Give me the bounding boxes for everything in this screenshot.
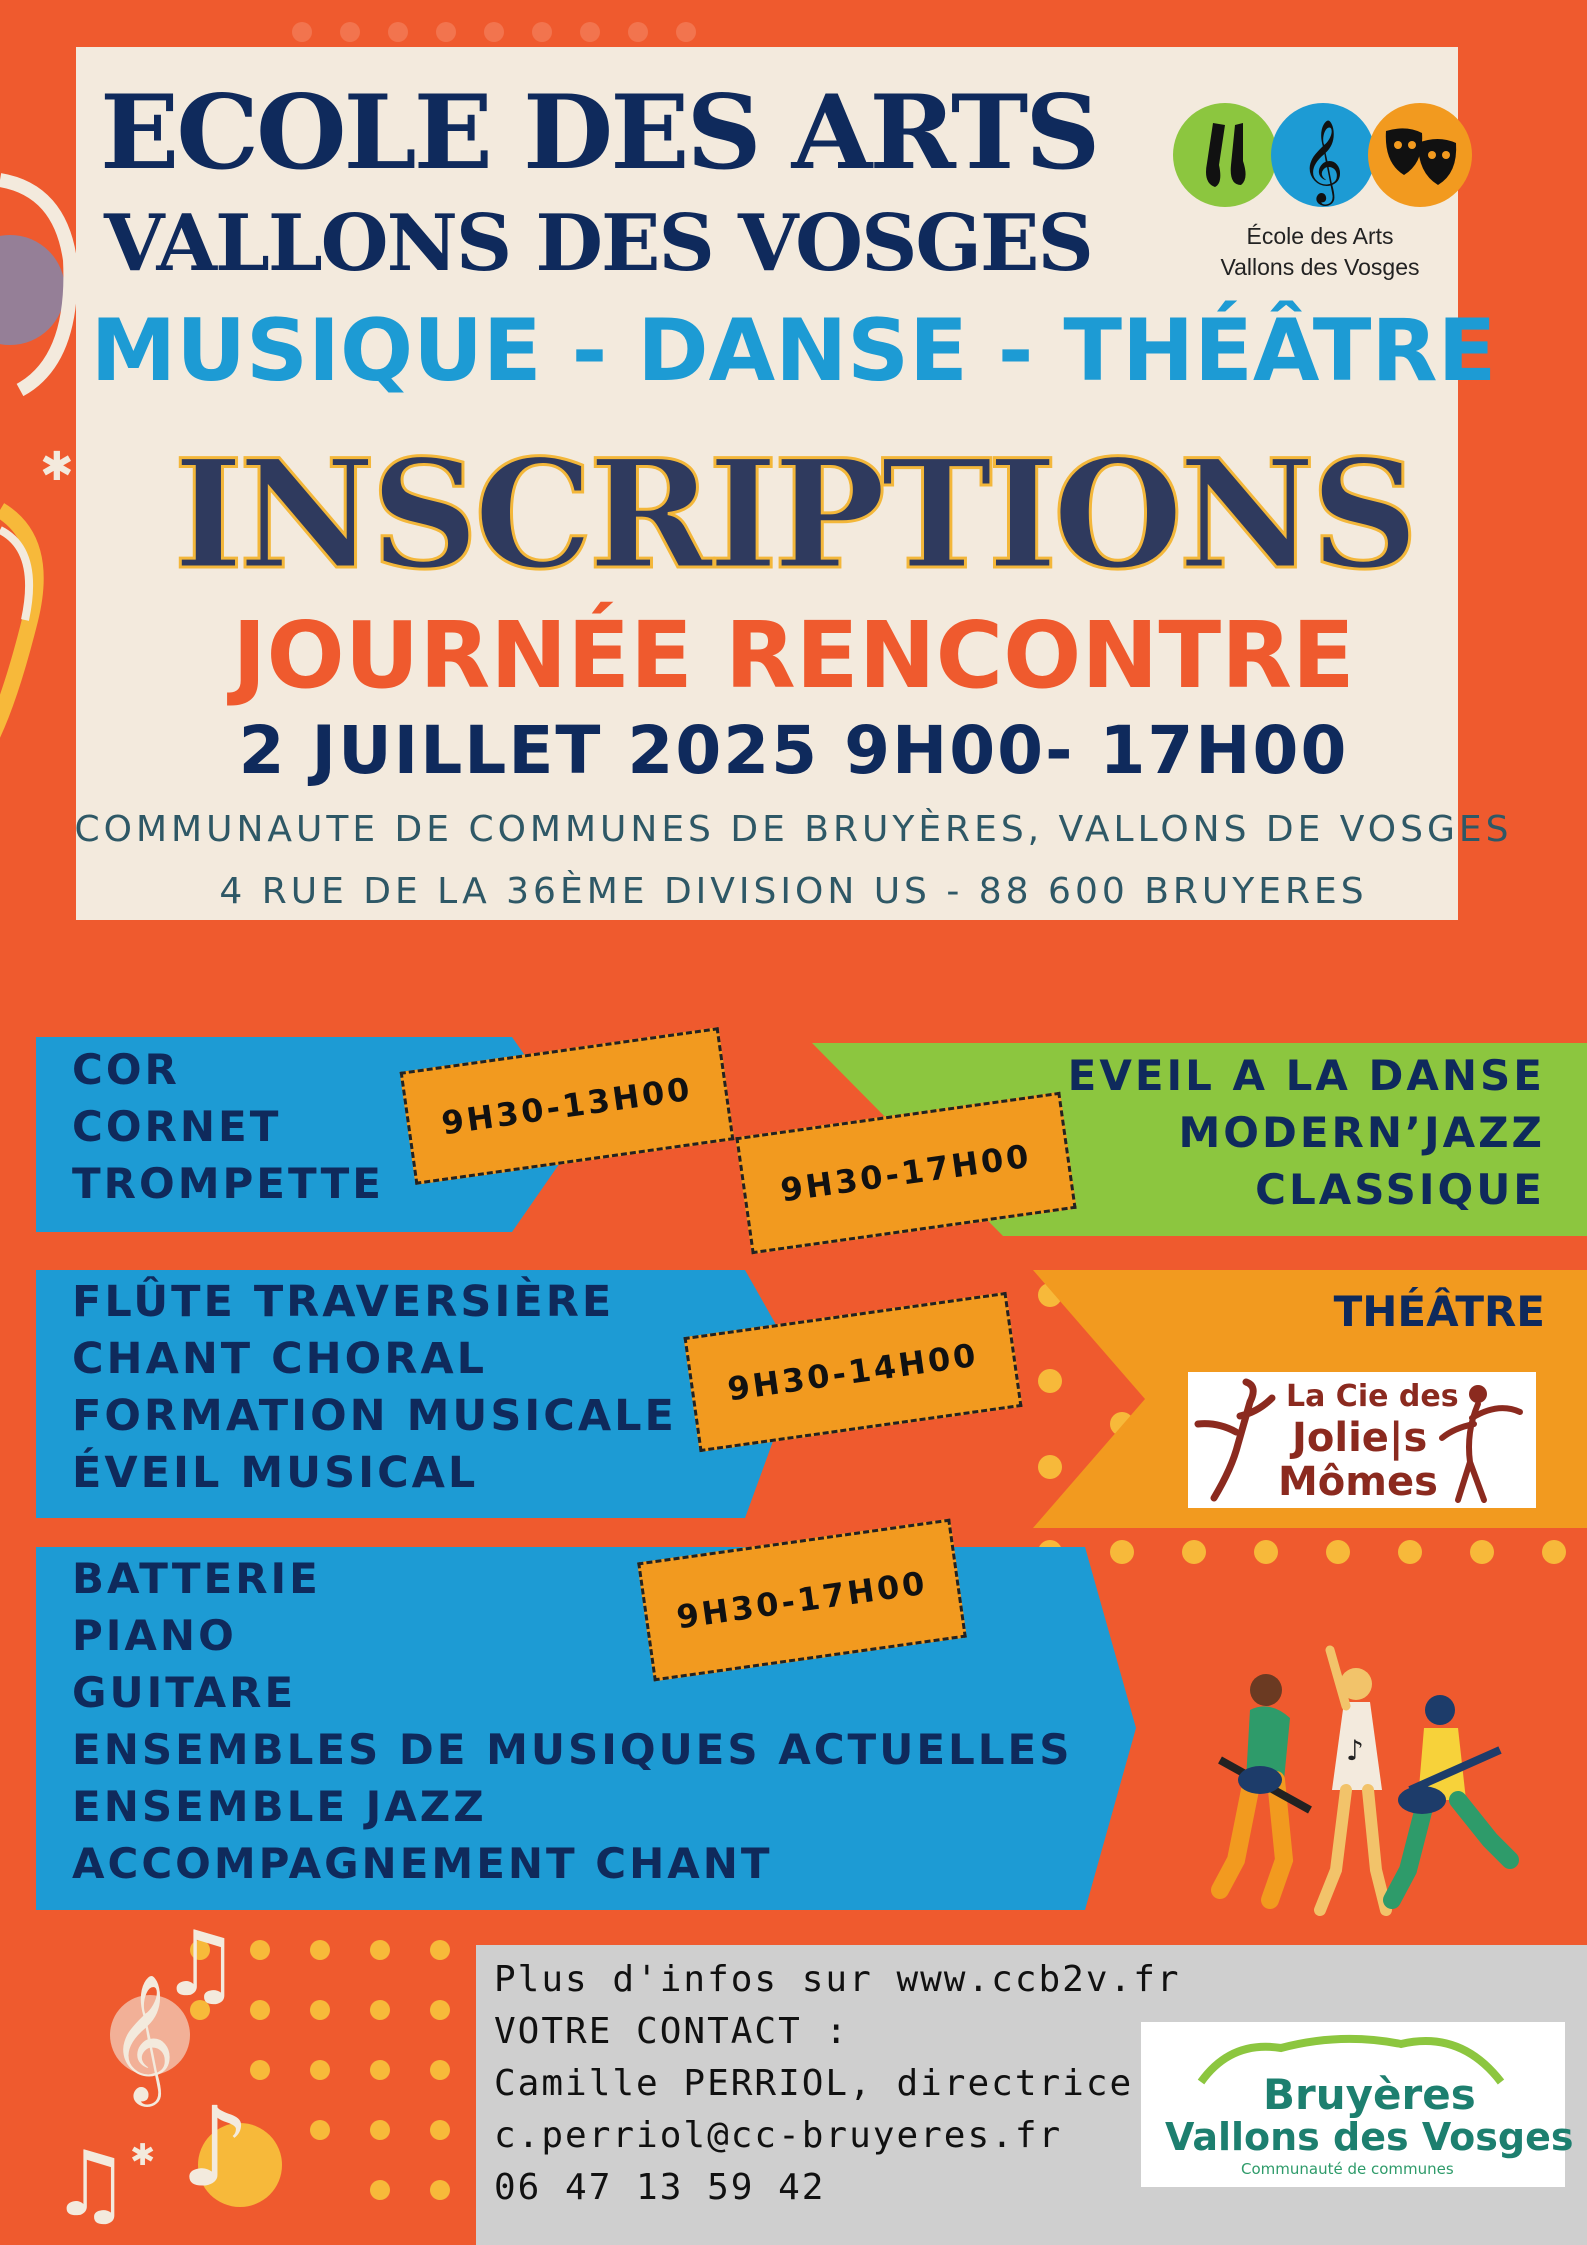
event-date: 2 JUILLET 2025 9H00- 17H00 bbox=[238, 712, 1349, 789]
headline: INSCRIPTIONS bbox=[173, 427, 1414, 603]
course-item: EVEIL A LA DANSE bbox=[1067, 1051, 1545, 1100]
course-item: ENSEMBLE JAZZ bbox=[72, 1782, 487, 1831]
course-item: PIANO bbox=[72, 1611, 237, 1660]
course-item: CHANT CHORAL bbox=[72, 1334, 488, 1384]
troupe-name-line-1: La Cie des bbox=[1286, 1379, 1459, 1414]
course-list-brass bbox=[72, 1041, 384, 1212]
course-item: ENSEMBLES DE MUSIQUES ACTUELLES bbox=[72, 1725, 1073, 1774]
svg-text:♪: ♪ bbox=[1346, 1734, 1364, 1767]
course-item: CLASSIQUE bbox=[1255, 1165, 1545, 1214]
contact-email: c.perriol@cc-bruyeres.fr bbox=[494, 2115, 1063, 2156]
course-item: GUITARE bbox=[72, 1668, 297, 1717]
school-logo-caption-2: Vallons des Vosges bbox=[1220, 254, 1420, 280]
course-item: TROMPETTE bbox=[72, 1159, 384, 1208]
school-subtitle: VALLONS DES VOSGES bbox=[104, 198, 1092, 289]
svg-text:♫: ♫ bbox=[50, 2132, 131, 2237]
svg-text:✱: ✱ bbox=[130, 2138, 156, 2173]
course-item: COR bbox=[72, 1045, 180, 1094]
community-logo bbox=[1141, 2022, 1574, 2187]
community-tagline: Communauté de communes bbox=[1241, 2160, 1454, 2178]
course-item: BATTERIE bbox=[72, 1554, 321, 1603]
svg-text:✱: ✱ bbox=[40, 444, 74, 490]
course-item: ÉVEIL MUSICAL bbox=[72, 1448, 479, 1498]
course-list-dance bbox=[1068, 1047, 1545, 1218]
disciplines: MUSIQUE - DANSE - THÉÂTRE bbox=[90, 301, 1497, 401]
course-list-voice bbox=[72, 1274, 677, 1502]
course-item: MODERN’JAZZ bbox=[1178, 1108, 1545, 1157]
troupe-logo bbox=[1188, 1372, 1536, 1508]
contact-label: VOTRE CONTACT : bbox=[494, 2011, 850, 2052]
community-name-line-2: Vallons des Vosges bbox=[1165, 2115, 1574, 2159]
time-tag-dance: 9H30-17H00 bbox=[735, 1092, 1076, 1255]
svg-text:♪: ♪ bbox=[180, 2083, 251, 2211]
troupe-name-line-3: Mômes bbox=[1278, 1459, 1438, 1505]
course-item: ACCOMPAGNEMENT CHANT bbox=[72, 1839, 773, 1888]
time-tag-modern: 9H30-17H00 bbox=[637, 1519, 967, 1682]
theatre-title: THÉÂTRE bbox=[1333, 1287, 1545, 1336]
time-tag-voice: 9H30-14H00 bbox=[684, 1292, 1023, 1452]
school-logo-caption-1: École des Arts bbox=[1246, 223, 1394, 249]
contact-phone: 06 47 13 59 42 bbox=[494, 2167, 826, 2208]
troupe-name-line-2: Jolie|s bbox=[1292, 1415, 1428, 1461]
svg-text:𝄞: 𝄞 bbox=[1301, 118, 1344, 202]
music-notes-bottom-icon bbox=[40, 1915, 300, 2245]
musicians-illustration-icon bbox=[1160, 1640, 1540, 1940]
svg-text:𝄞: 𝄞 bbox=[110, 1973, 176, 2101]
event-name: JOURNÉE RENCONTRE bbox=[232, 602, 1355, 709]
time-tag-brass: 9H30-13H00 bbox=[400, 1027, 735, 1185]
address-line-2: 4 RUE DE LA 36ÈME DIVISION US - 88 600 BRUYERES bbox=[219, 871, 1368, 912]
contact-person: Camille PERRIOL, directrice bbox=[494, 2063, 1134, 2104]
svg-text:♫: ♫ bbox=[160, 1915, 241, 2017]
course-item: CORNET bbox=[72, 1102, 282, 1151]
course-item: FORMATION MUSICALE bbox=[72, 1391, 677, 1441]
course-item: FLÛTE TRAVERSIÈRE bbox=[72, 1277, 615, 1327]
website-line: Plus d'infos sur www.ccb2v.fr bbox=[494, 1959, 1181, 2000]
address-line-1: COMMUNAUTE DE COMMUNES DE BRUYÈRES, VALLONS DE VOSGES bbox=[74, 809, 1513, 850]
school-title: ECOLE DES ARTS bbox=[100, 73, 1098, 193]
community-name-line-1: Bruyères bbox=[1263, 2070, 1476, 2119]
